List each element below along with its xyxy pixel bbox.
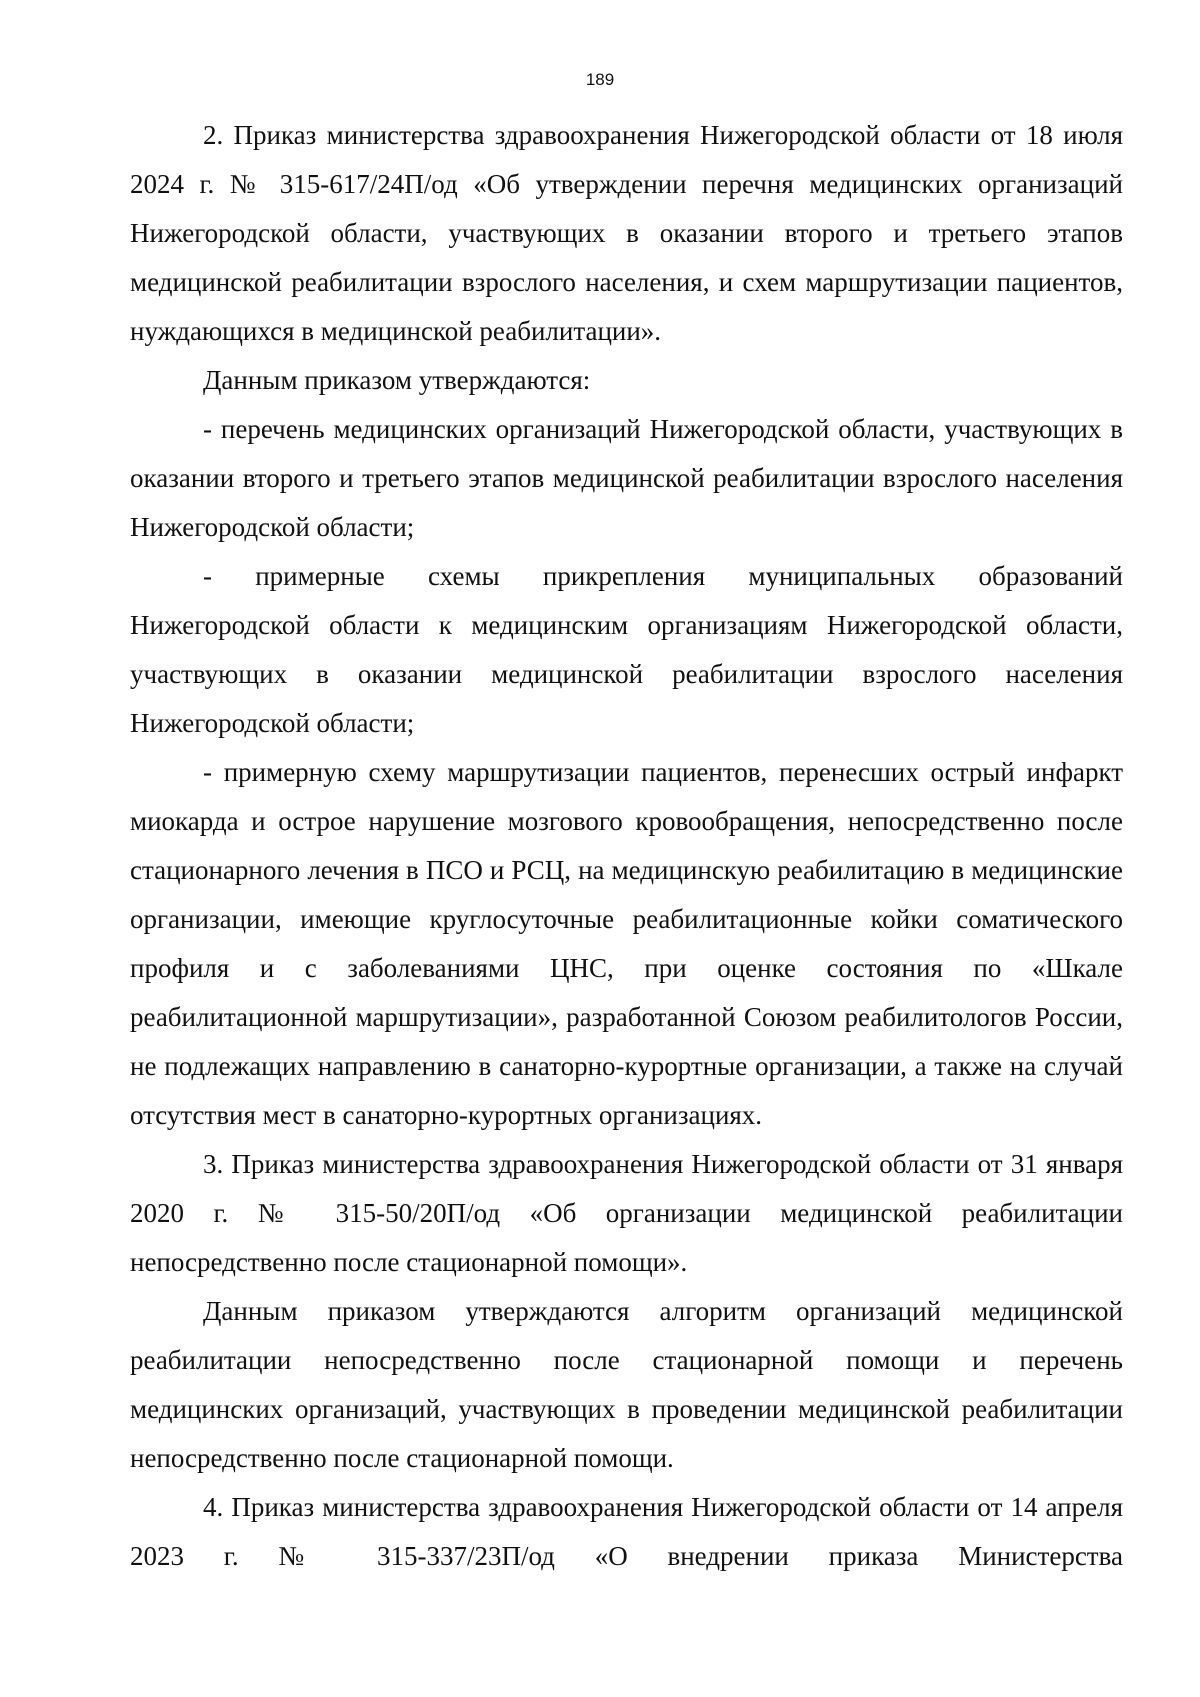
list-item-organizations-list: - перечень медицинских организаций Нижегородской области, участвующих в оказании второго и третьего этапов медицинской реабилитации взрослого населения Нижегородской области;	[130, 414, 1123, 542]
paragraph-order-3-approved: Данным приказом утверждаются алгоритм организаций медицинской реабилитации непосредственно после стационарной помощи и перечень медицинских организаций, участвующих в проведении медицинской реабилитации непосредственно после стационарной помощи.	[130, 1296, 1123, 1473]
page-number: 189	[585, 70, 615, 89]
paragraph-order-2: 2. Приказ министерства здравоохранения Нижегородской области от 18 июля 2024 г. № 315-617/24П/од «Об утверждении перечня медицинских организаций Нижегородской области, участвующих в оказании второго и третьего этапов медицинской реабилитации взрослого населения, и схем маршрутизации пациентов, нуждающихся в медицинской реабилитации».	[130, 120, 1123, 346]
paragraph-approved-intro: Данным приказом утверждаются:	[203, 365, 591, 395]
paragraph-order-3: 3. Приказ министерства здравоохранения Нижегородской области от 31 января 2020 г. № 315-50/20П/од «Об организации медицинской реабилитации непосредственно после стационарной помощи».	[130, 1149, 1123, 1277]
document-body	[130, 111, 1123, 1581]
paragraph-order-4: 4. Приказ министерства здравоохранения Нижегородской области от 14 апреля 2023 г. № 315-337/23П/од «О внедрении приказа Министерства	[130, 1492, 1123, 1571]
list-item-attachment-schemes: - примерные схемы прикрепления муниципальных образований Нижегородской области к медицинским организациям Нижегородской области, участвующих в оказании медицинской реабилитации взрослого населения Нижегородской области;	[130, 561, 1123, 738]
list-item-routing-scheme: - примерную схему маршрутизации пациентов, перенесших острый инфаркт миокарда и острое нарушение мозгового кровообращения, непосредственно после стационарного лечения в ПСО и РСЦ, на медицинскую реабилитацию в медицинские организации, имеющие круглосуточные реабилитационные койки соматического профиля и с заболеваниями ЦНС, при оценке состояния по «Шкале реабилитационной маршрутизации», разработанной Союзом реабилитологов России, не подлежащих направлению в санаторно-курортные организации, а также на случай отсутствия мест в санаторно-курортных организациях.	[130, 757, 1123, 1130]
